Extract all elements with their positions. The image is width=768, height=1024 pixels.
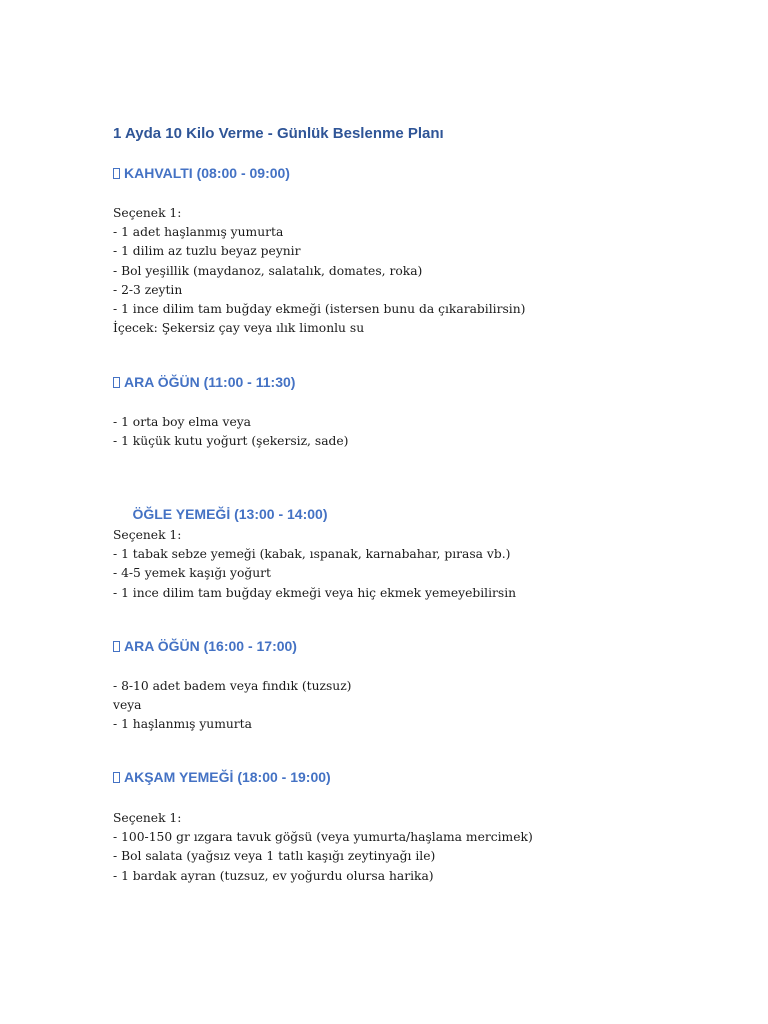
emoji-placeholder-icon — [113, 641, 120, 652]
emoji-placeholder-icon — [113, 168, 120, 179]
section-heading-label: KAHVALTI (08:00 - 09:00) — [124, 165, 290, 181]
section-body-ogle-yemegi — [113, 526, 516, 603]
body-line: Seçenek 1: — [113, 528, 182, 542]
body-line: Seçenek 1: — [113, 206, 182, 220]
body-line: - 4-5 yemek kaşığı yoğurt — [113, 566, 271, 581]
body-line: - 1 adet haşlanmış yumurta — [113, 225, 284, 240]
section-heading-label: ARA ÖĞÜN (11:00 - 11:30) — [124, 374, 296, 390]
body-line: - 100-150 gr ızgara tavuk göğsü (veya yumurta/haşlama mercimek) — [113, 830, 533, 845]
body-line: veya — [113, 698, 142, 713]
section-heading-label: ARA ÖĞÜN (16:00 - 17:00) — [124, 638, 297, 654]
section-heading-aksam-yemegi — [113, 767, 331, 787]
body-line: - 1 haşlanmış yumurta — [113, 717, 252, 732]
section-body-ara-ogun-1 — [113, 413, 348, 451]
body-line: - 1 küçük kutu yoğurt (şekersiz, sade) — [113, 434, 349, 449]
body-line: - Bol yeşillik (maydanoz, salatalık, domates, roka) — [113, 263, 423, 278]
body-line: - 1 dilim az tuzlu beyaz peynir — [113, 244, 301, 259]
body-line: - 1 ince dilim tam buğday ekmeği (istersen bunu da çıkarabilirsin) — [113, 302, 526, 317]
section-body-kahvalti — [113, 204, 525, 338]
section-body-ara-ogun-2 — [113, 677, 351, 735]
emoji-placeholder-icon — [113, 377, 120, 388]
body-line: - 8-10 adet badem veya fındık (tuzsuz) — [113, 679, 352, 693]
section-heading-kahvalti — [113, 163, 290, 183]
section-body-aksam-yemegi — [113, 809, 533, 886]
body-line: - 1 orta boy elma veya — [113, 415, 252, 429]
section-heading-ara-ogun-1 — [113, 372, 295, 392]
body-line: - Bol salata (yağsız veya 1 tatlı kaşığı zeytinyağı ile) — [113, 849, 436, 864]
body-line: İçecek: Şekersiz çay veya ılık limonlu su — [113, 321, 365, 336]
body-line: Seçenek 1: — [113, 811, 182, 825]
document-title: 1 Ayda 10 Kilo Verme - Günlük Beslenme Planı — [113, 125, 444, 142]
section-heading-label: AKŞAM YEMEĞİ (18:00 - 19:00) — [124, 769, 331, 785]
emoji-placeholder-icon — [113, 772, 120, 783]
body-line: - 1 bardak ayran (tuzsuz, ev yoğurdu olursa harika) — [113, 868, 434, 883]
section-heading-ara-ogun-2 — [113, 636, 297, 656]
body-line: - 1 ince dilim tam buğday ekmeği veya hiç ekmek yemeyebilirsin — [113, 585, 517, 600]
body-line: - 1 tabak sebze yemeği (kabak, ıspanak, karnabahar, pırasa vb.) — [113, 547, 511, 562]
section-heading-label: ÖĞLE YEMEĞİ (13:00 - 14:00) — [128, 506, 328, 522]
body-line: - 2-3 zeytin — [113, 282, 183, 297]
